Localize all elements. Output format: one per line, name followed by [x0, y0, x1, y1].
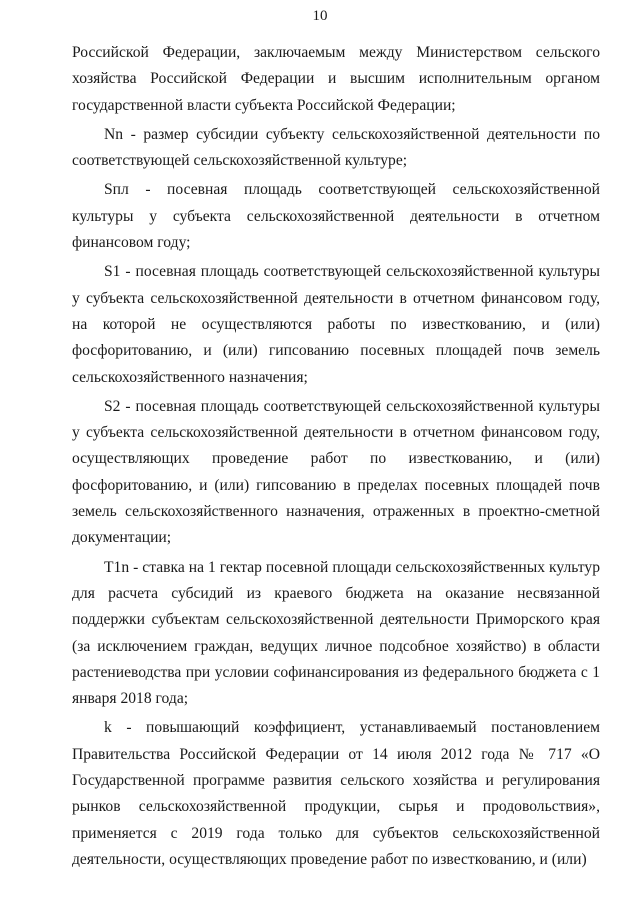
paragraph-nn-definition: Nn - размер субсидии субъекту сельскохозяйственной деятельности по соответствующей сельскохозяйственной культуре; [72, 125, 600, 170]
page-number: 10 [312, 8, 328, 24]
paragraph-spl-definition: Sпл - посевная площадь соответствующей сельскохозяйственной культуры у субъекта сельскохозяйственной деятельности в отчетном финансовом году; [72, 181, 600, 252]
paragraph-t1n-definition: T1n - ставка на 1 гектар посевной площади сельскохозяйственных культур для расчета субсидий из краевого бюджета на оказание несвязанной поддержки субъектам сельскохозяйственной деятельности Приморского края (за исключением граждан, ведущих личное подсобное хозяйство) в области растениеводства при условии софинансирования из федерального бюджета с 1 января 2018 года; [72, 558, 600, 708]
document-body [72, 40, 600, 873]
paragraph-s2-definition: S2 - посевная площадь соответствующей сельскохозяйственной культуры у субъекта сельскохозяйственной деятельности в отчетном финансовом году, осуществляющих проведение работ по известкованию, и (или) фосфоритованию, и (или) гипсованию в пределах посевных площадей почв земель сельскохозяйственного назначения, отраженных в проектно-сметной документации; [72, 397, 600, 547]
paragraph-k-definition: k - повышающий коэффициент, устанавливаемый постановлением Правительства Российской Федерации от 14 июля 2012 года № 717 «О Государственной программе развития сельского хозяйства и регулирования рынков сельскохозяйственной продукции, сырья и продовольствия», применяется с 2019 года только для субъектов сельскохозяйственной деятельности, осуществляющих проведение работ по известкованию, и (или) [72, 719, 600, 868]
paragraph-s1-definition: S1 - посевная площадь соответствующей сельскохозяйственной культуры у субъекта сельскохозяйственной деятельности в отчетном финансовом году, на которой не осуществляются работы по известкованию, и (или) фосфоритованию, и (или) гипсованию посевных площадей почв земель сельскохозяйственного назначения; [72, 263, 600, 386]
paragraph-continuation: Российской Федерации, заключаемым между Министерством сельского хозяйства Российской Федерации и высшим исполнительным органом государственной власти субъекта Российской Федерации; [72, 44, 600, 114]
